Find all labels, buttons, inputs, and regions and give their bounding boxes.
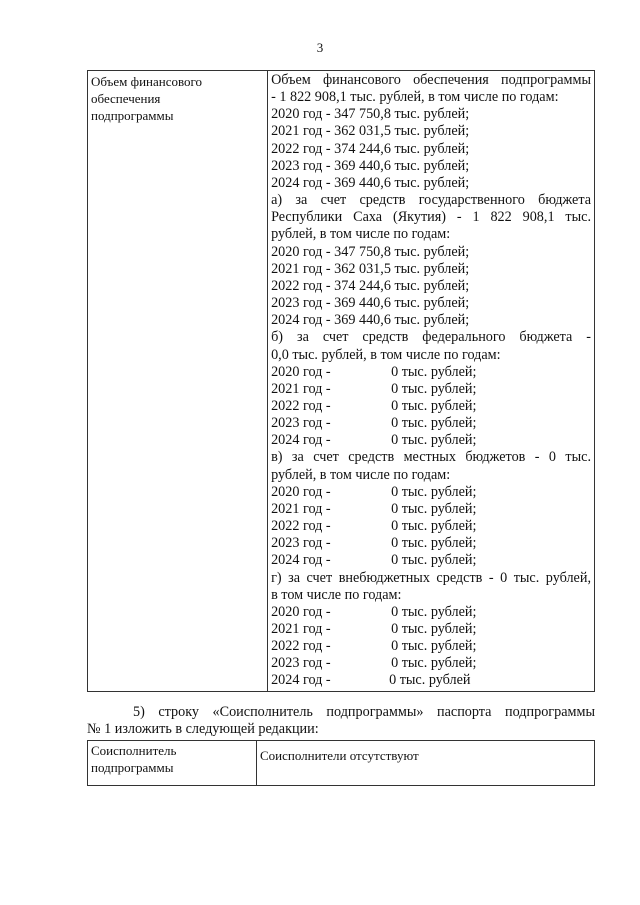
section-b-line: 0,0 тыс. рублей, в том числе по годам: <box>271 346 501 363</box>
section-v-line: рублей, в том числе по годам: <box>271 466 451 483</box>
financing-table <box>87 70 595 692</box>
label-line: подпрограммы <box>91 760 174 775</box>
co-executor-table <box>87 740 595 786</box>
year-row <box>271 535 591 552</box>
financing-label-cell <box>88 71 268 692</box>
year-label: 2023 год - <box>271 655 331 672</box>
year-row <box>271 381 591 398</box>
year-line: 2023 год - 369 440,6 тыс. рублей; <box>271 157 470 174</box>
year-amount: 0 тыс. рублей; <box>391 518 477 535</box>
year-row <box>271 398 591 415</box>
year-label: 2024 год - <box>271 672 331 689</box>
year-line: 2023 год - 369 440,6 тыс. рублей; <box>271 295 470 312</box>
section-v-line: в) за счет средств местных бюджетов - 0 тыс. <box>271 449 591 466</box>
year-row <box>271 621 591 638</box>
year-row <box>271 364 591 381</box>
label-line: Соисполнитель <box>91 743 177 758</box>
year-amount: 0 тыс. рублей; <box>391 363 477 380</box>
year-label: 2020 год - <box>271 363 331 380</box>
year-amount: 0 тыс. рублей; <box>391 603 477 620</box>
year-row <box>271 604 591 621</box>
year-label: 2023 год - <box>271 415 331 432</box>
year-label: 2020 год - <box>271 603 331 620</box>
co-executor-label-cell <box>88 741 257 786</box>
year-line: 2022 год - 374 244,6 тыс. рублей; <box>271 277 470 294</box>
year-line: 2020 год - 347 750,8 тыс. рублей; <box>271 243 470 260</box>
year-amount: 0 тыс. рублей; <box>391 500 477 517</box>
year-amount: 0 тыс. рублей; <box>391 552 477 569</box>
co-executor-value-cell: Соисполнители отсутствуют <box>257 741 595 786</box>
financing-value-cell <box>268 71 595 692</box>
label-line: обеспечения <box>91 91 161 106</box>
section-a-line: рублей, в том числе по годам: <box>271 226 451 243</box>
year-line: 2022 год - 374 244,6 тыс. рублей; <box>271 140 470 157</box>
year-label: 2022 год - <box>271 397 331 414</box>
year-label: 2024 год - <box>271 432 331 449</box>
paragraph-line: 5) строку «Соисполнитель подпрограммы» паспорта подпрограммы <box>133 704 595 720</box>
section-a-line: а) за счет средств государственного бюджета <box>271 192 591 209</box>
year-row <box>271 552 591 569</box>
year-row <box>271 638 591 655</box>
year-amount: 0 тыс. рублей; <box>391 621 477 637</box>
page-number: 3 <box>316 40 324 55</box>
year-label: 2022 год - <box>271 518 331 535</box>
paragraph-line: № 1 изложить в следующей редакции: <box>87 721 319 737</box>
year-amount: 0 тыс. рублей; <box>391 432 477 449</box>
year-row <box>271 518 591 535</box>
year-line: 2021 год - 362 031,5 тыс. рублей; <box>271 260 470 277</box>
intro-line: Объем финансового обеспечения подпрограммы <box>271 72 591 88</box>
year-line: 2024 год - 369 440,6 тыс. рублей; <box>271 174 470 191</box>
year-label: 2021 год - <box>271 621 331 637</box>
year-row <box>271 415 591 432</box>
year-amount: 0 тыс. рублей; <box>391 415 477 432</box>
amendment-paragraph <box>87 704 595 738</box>
year-amount: 0 тыс. рублей; <box>391 397 477 414</box>
year-amount: 0 тыс. рублей; <box>391 535 477 552</box>
section-g-line: г) за счет внебюджетных средств - 0 тыс. рублей, <box>271 569 591 586</box>
year-amount: 0 тыс. рублей; <box>391 638 477 655</box>
year-label: 2021 год - <box>271 380 331 397</box>
year-amount: 0 тыс. рублей; <box>391 655 477 672</box>
section-g-line: в том числе по годам: <box>271 586 402 603</box>
year-label: 2024 год - <box>271 552 331 569</box>
year-amount: 0 тыс. рублей <box>389 672 471 689</box>
year-label: 2022 год - <box>271 638 331 655</box>
year-line: 2020 год - 347 750,8 тыс. рублей; <box>271 106 470 123</box>
year-row <box>271 484 591 501</box>
year-amount: 0 тыс. рублей; <box>391 380 477 397</box>
year-amount: 0 тыс. рублей; <box>391 483 477 500</box>
year-label: 2023 год - <box>271 535 331 552</box>
year-row <box>271 501 591 518</box>
year-row <box>271 432 591 449</box>
year-row <box>271 655 591 672</box>
label-line: Объем финансового <box>91 74 203 89</box>
year-line: 2024 год - 369 440,6 тыс. рублей; <box>271 312 470 329</box>
year-label: 2020 год - <box>271 483 331 500</box>
label-line: подпрограммы <box>91 108 174 123</box>
intro-line: - 1 822 908,1 тыс. рублей, в том числе по годам: <box>271 89 559 106</box>
year-label: 2021 год - <box>271 500 331 517</box>
year-line: 2021 год - 362 031,5 тыс. рублей; <box>271 123 470 140</box>
year-row <box>271 672 591 689</box>
section-b-line: б) за счет средств федерального бюджета - <box>271 329 591 346</box>
section-a-line: Республики Саха (Якутия) - 1 822 908,1 тыс. <box>271 209 591 226</box>
